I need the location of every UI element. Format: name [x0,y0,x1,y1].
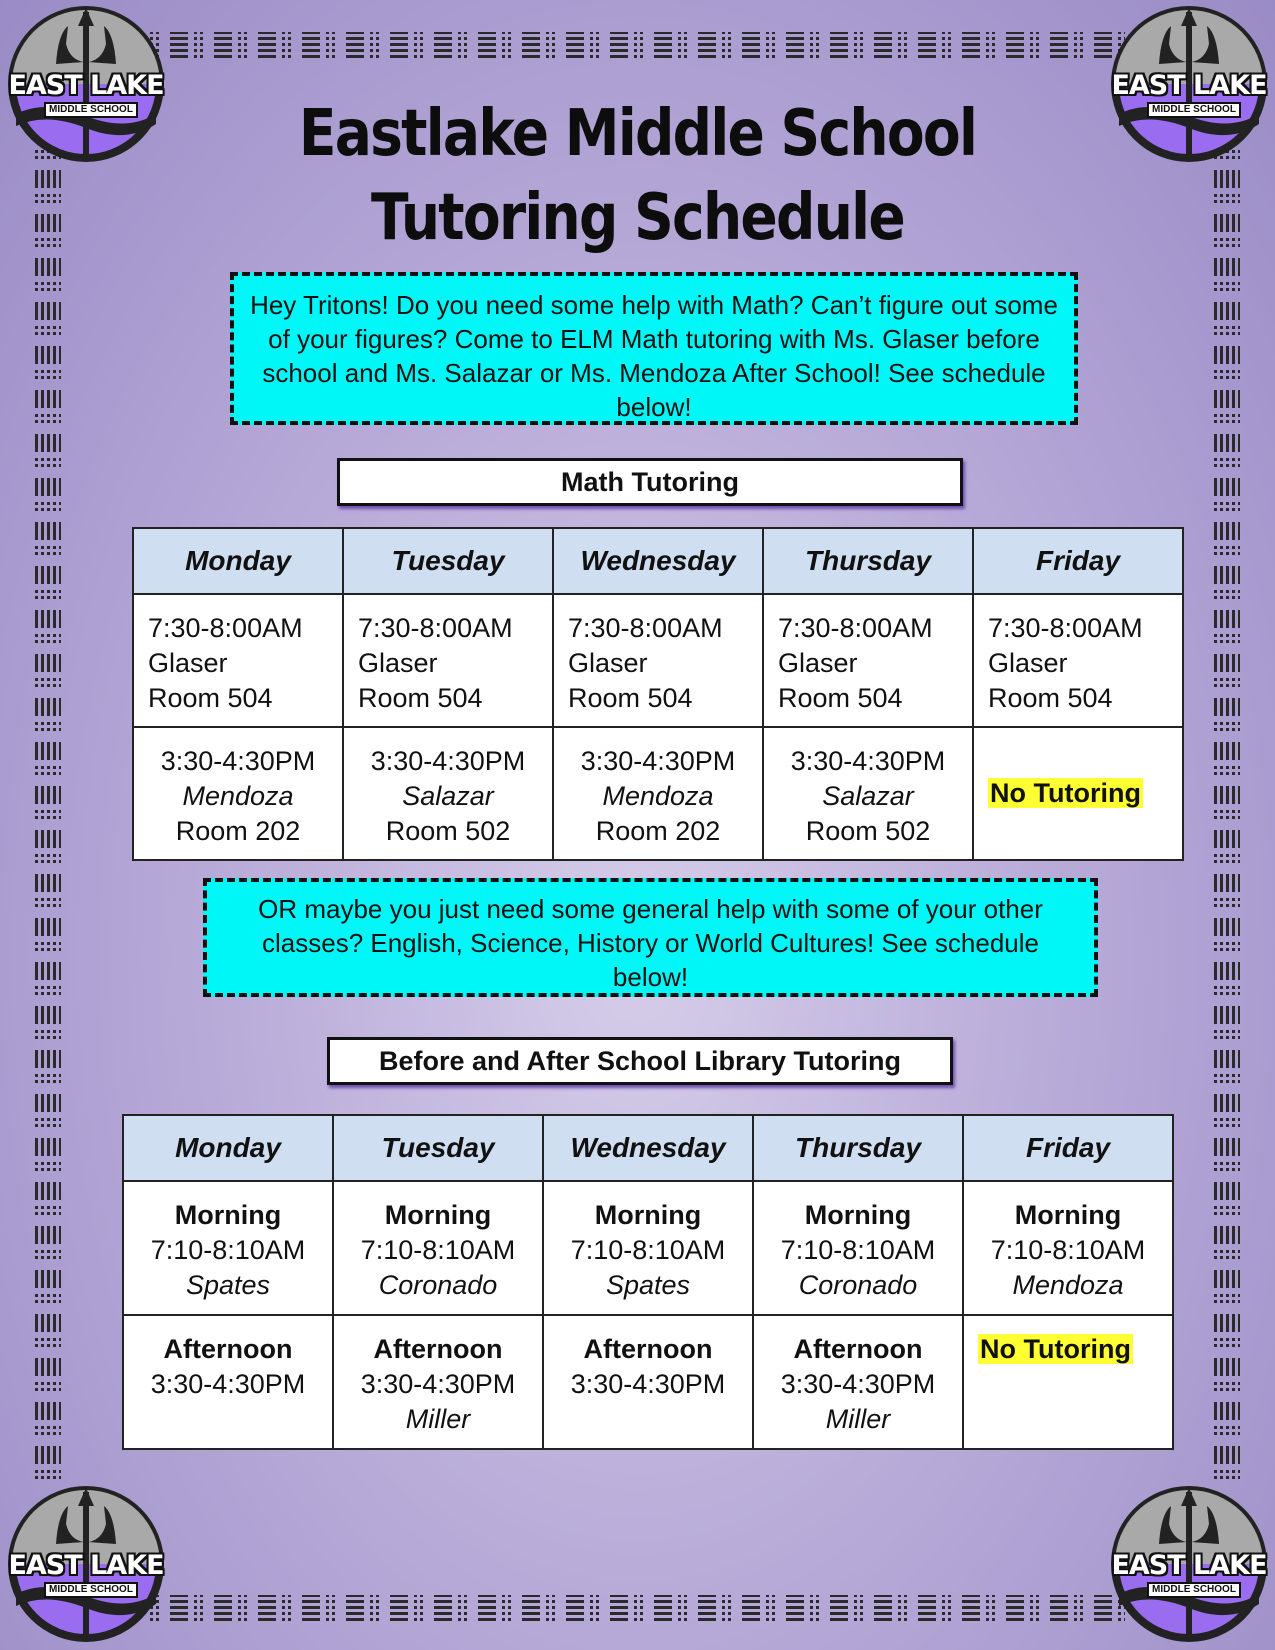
period: Morning [594,1200,702,1230]
room: Room 504 [358,683,483,713]
time: 7:30-8:00AM [988,613,1143,643]
time: 7:10-8:10AM [780,1235,936,1265]
schedule-cell [123,1315,333,1449]
logo-text: EAST LAKE [8,1550,164,1581]
teacher: Mendoza [182,781,294,811]
room: Room 502 [805,816,931,846]
teacher: Glaser [358,648,438,678]
day-header: Wednesday [553,528,763,594]
schedule-cell [973,727,1183,860]
table-row-afternoon [123,1315,1173,1449]
period: Morning [804,1200,912,1230]
day-header: Wednesday [543,1115,753,1181]
period: Morning [174,1200,282,1230]
day-header: Friday [963,1115,1173,1181]
title-line-1: Eastlake Middle School [298,97,977,171]
teacher: Glaser [778,648,858,678]
time: 3:30-4:30PM [780,1369,936,1399]
teacher: Miller [405,1404,471,1434]
time: 7:10-8:10AM [990,1235,1146,1265]
period: Afternoon [793,1334,923,1364]
period: Afternoon [373,1334,503,1364]
teacher: Spates [605,1270,691,1300]
time: 7:30-8:00AM [778,613,933,643]
room: Room 202 [595,816,721,846]
time: 7:30-8:00AM [358,613,513,643]
table-row-morning [133,594,1183,727]
teacher: Mendoza [602,781,714,811]
teacher: Miller [825,1404,891,1434]
teacher: Glaser [988,648,1068,678]
period: Morning [1014,1200,1122,1230]
table-row-morning [123,1181,1173,1315]
time: 3:30-4:30PM [570,1369,726,1399]
time: 7:30-8:00AM [568,613,723,643]
period: Afternoon [583,1334,713,1364]
day-header: Tuesday [333,1115,543,1181]
time: 7:30-8:00AM [148,613,303,643]
schedule-cell [343,727,553,860]
teacher: Coronado [378,1270,498,1300]
table-header-row [123,1115,1173,1181]
period: Morning [384,1200,492,1230]
table-row-afternoon [133,727,1183,860]
no-tutoring-badge: No Tutoring [980,1334,1131,1364]
schedule-cell [553,727,763,860]
logo-text: EAST LAKE [1111,70,1267,101]
math-tutoring-label: Math Tutoring [337,458,963,506]
logo-subtitle: MIDDLE SCHOOL [44,102,138,118]
no-tutoring-badge: No Tutoring [990,778,1141,808]
decorative-border-bottom [150,1595,1125,1621]
room: Room 504 [148,683,273,713]
time: 7:10-8:10AM [150,1235,306,1265]
day-header: Monday [133,528,343,594]
time: 7:10-8:10AM [360,1235,516,1265]
logo-text: EAST LAKE [8,70,164,101]
library-tutoring-label: Before and After School Library Tutoring [327,1037,953,1085]
logo-bottom-left [6,1484,166,1644]
schedule-cell [753,1315,963,1449]
day-header: Friday [973,528,1183,594]
period: Afternoon [163,1334,293,1364]
schedule-cell [763,594,973,727]
time: 3:30-4:30PM [360,1369,516,1399]
schedule-cell [133,594,343,727]
decorative-border-left [35,150,61,1485]
schedule-cell [543,1315,753,1449]
general-help-callout: OR maybe you just need some general help with some of your other classes? English, Science, History or World Cultures! See schedule below! [203,878,1098,997]
decorative-border-right [1214,150,1240,1485]
schedule-cell [343,594,553,727]
day-header: Monday [123,1115,333,1181]
day-header: Thursday [753,1115,963,1181]
title-line-2: Tutoring Schedule [371,181,904,255]
teacher: Mendoza [1012,1270,1124,1300]
teacher: Salazar [822,781,914,811]
math-schedule-table [132,527,1184,861]
teacher: Spates [185,1270,271,1300]
schedule-cell [333,1181,543,1315]
schedule-cell [963,1181,1173,1315]
time: 3:30-4:30PM [370,746,526,776]
room: Room 202 [175,816,301,846]
page-title [89,92,1186,260]
teacher: Glaser [148,648,228,678]
library-schedule-table [122,1114,1174,1450]
time: 3:30-4:30PM [580,746,736,776]
logo-bottom-right [1109,1484,1269,1644]
logo-subtitle: MIDDLE SCHOOL [1147,102,1241,118]
teacher: Coronado [798,1270,918,1300]
room: Room 504 [568,683,693,713]
room: Room 504 [778,683,903,713]
schedule-cell [333,1315,543,1449]
schedule-cell [763,727,973,860]
table-header-row [133,528,1183,594]
room: Room 502 [385,816,511,846]
logo-subtitle: MIDDLE SCHOOL [1147,1582,1241,1598]
time: 3:30-4:30PM [790,746,946,776]
schedule-cell [753,1181,963,1315]
decorative-border-top [150,32,1125,58]
day-header: Tuesday [343,528,553,594]
logo-subtitle: MIDDLE SCHOOL [44,1582,138,1598]
intro-callout: Hey Tritons! Do you need some help with Math? Can’t figure out some of your figures? Come to ELM Math tutoring with Ms. Glaser before school and Ms. Salazar or Ms. Mendoza After School! See schedule below! [230,272,1078,425]
teacher: Glaser [568,648,648,678]
schedule-cell [553,594,763,727]
schedule-cell [543,1181,753,1315]
schedule-cell [973,594,1183,727]
schedule-cell [133,727,343,860]
time: 7:10-8:10AM [570,1235,726,1265]
schedule-cell [123,1181,333,1315]
time: 3:30-4:30PM [150,1369,306,1399]
logo-text: EAST LAKE [1111,1550,1267,1581]
room: Room 504 [988,683,1113,713]
teacher: Salazar [402,781,494,811]
day-header: Thursday [763,528,973,594]
schedule-cell [963,1315,1173,1449]
time: 3:30-4:30PM [160,746,316,776]
